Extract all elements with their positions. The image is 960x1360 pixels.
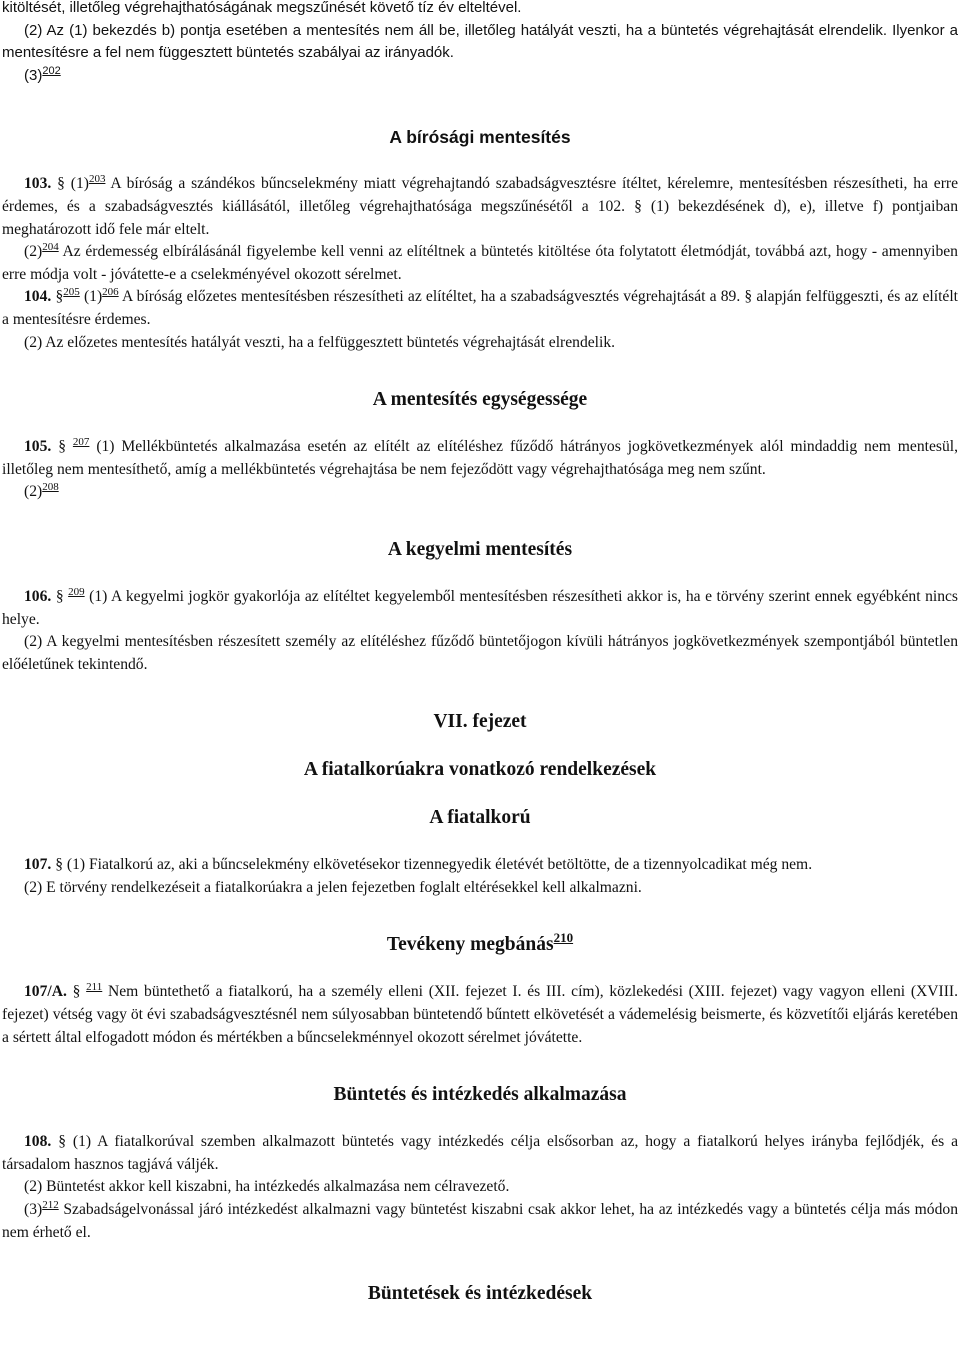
section-104 xyxy=(2,286,958,331)
section-105-2 xyxy=(2,481,958,504)
section-sign: § xyxy=(55,288,64,306)
section-sign: § xyxy=(57,175,65,193)
footnote-link[interactable]: 203 xyxy=(88,173,106,186)
section-108-2 xyxy=(2,1176,958,1199)
section-108-3 xyxy=(2,1199,958,1244)
section-sign: § xyxy=(58,438,66,456)
paragraph-text: (1) A kegyelmi jogkör gyakorlója az elítéltet kegyelemből mentesítésben részesítheti akkor is, ha e törvény szerint ennek egyébként nincs helye. xyxy=(2,587,958,628)
section-sign: § xyxy=(55,587,64,605)
section-sign: § xyxy=(72,983,81,1001)
footnote-link[interactable]: 208 xyxy=(42,481,59,494)
paragraph-text: (2) Büntetést akkor kell kiszabni, ha intézkedés alkalmazása nem célravezető. xyxy=(24,1178,510,1196)
paragraph-text: (1) A fiatalkorúval szemben alkalmazott büntetés vagy intézkedés célja elsősorban az, hogy a fiatalkorú helyes irányba fejlődjék, és a társadalom hasznos tagjává váljék. xyxy=(2,1133,958,1173)
section-heading: A mentesítés egységessége xyxy=(372,389,588,411)
paragraph-text: (1) Mellékbüntetés alkalmazása esetén az elítélt az elítéléshez fűződő hátrányos jogkövetkezmények alól mindaddig nem mentesül, illetőleg nem mentesíthető, amíg a mellékbüntetés végrehajtása be nem fejeződött vagy végrehajthatósága meg nem szűnt. xyxy=(2,438,958,478)
section-number: 104. xyxy=(24,288,52,306)
footnote-link[interactable]: 205 xyxy=(63,286,80,299)
footnote-link[interactable]: 211 xyxy=(86,981,103,994)
paragraph-label: (1) xyxy=(83,288,103,306)
section-heading: Büntetés és intézkedés alkalmazása xyxy=(333,1084,627,1106)
paragraph-text: (2) E törvény rendelkezéseit a fiatalkorúakra a jelen fejezetben foglalt eltérésekkel kell alkalmazni. xyxy=(24,878,642,896)
section-number: 107. xyxy=(24,856,52,874)
section-105 xyxy=(2,436,958,481)
paragraph-label: (3) xyxy=(24,1201,43,1219)
chapter-title: A fiatalkorúakra vonatkozó rendelkezések xyxy=(303,759,657,781)
section-number: 106. xyxy=(24,587,52,605)
paragraph-text: (2) Az előzetes mentesítés hatályát veszti, ha a felfüggesztett büntetés végrehajtását elrendelik. xyxy=(24,333,616,351)
paragraph-text: Nem büntethető a fiatalkorú, ha a személy elleni (XII. fejezet I. és III. cím), közlekedési (XIII. fejezet) vagy vagyon elleni (XVIII. fejezet) vétség vagy öt évi szabadságvesztésnél nem súlyosabban büntetendő bűntett elkövetését a vádemelésig beismerte, és közvetítői eljárás keretében a sértett által elfogadott módon és mértékben a bűncselekménnyel okozott sérelmet jóvátette. xyxy=(2,983,959,1046)
footnote-link[interactable]: 204 xyxy=(42,241,59,254)
section-heading xyxy=(2,930,958,957)
section-number: 108. xyxy=(24,1133,52,1151)
heading-text: Tevékeny megbánás xyxy=(386,934,554,956)
paragraph-label: (2) xyxy=(24,483,43,501)
paragraph-text: (1) Fiatalkorú az, aki a bűncselekmény elkövetésekor tizennegyedik életévét betöltötte, de a tizennyolcadikat még nem. xyxy=(66,856,813,874)
section-107 xyxy=(2,854,958,877)
section-number: 107/A. xyxy=(24,983,67,1001)
paragraph-text: A bíróság a szándékos bűncselekmény miatt végrehajtandó szabadságvesztésre ítéltet, kérelemre, mentesítésben részesítheti, ha erre érdemes, és a szabadságvesztés kiállásától, illetőleg végrehajthatósága megszűnésétől a 102. § (1) bekezdésének d), e), illetve f) pontjaiban meghatározott idő fele már eltelt. xyxy=(2,175,959,238)
footnote-link[interactable]: 207 xyxy=(72,436,90,449)
paragraph-text: kitöltését, illetőleg végrehajthatóságának megszűnését követő tíz év elteltével. xyxy=(2,0,522,16)
paragraph-label: (1) xyxy=(70,175,89,193)
section-heading: Büntetések és intézkedések xyxy=(367,1283,593,1305)
section-107-2 xyxy=(2,877,958,900)
paragraph-text: (2) A kegyelmi mentesítésben részesített személy az elítéléshez fűződő büntetőjogon kívüli hátrányos jogkövetkezmények szempontjából büntetlen előéletűnek tekintendő. xyxy=(2,633,958,673)
paragraph-continuation xyxy=(2,0,958,20)
paragraph-text: (2) Az (1) bekezdés b) pontja esetében a mentesítés nem áll be, illetőleg hatályát veszti, ha a büntetés végrehajtását elrendelik. Ilyenkor a mentesítésre a fel nem függesztett büntetés szabályai az irányadók. xyxy=(2,21,958,62)
chapter-heading: VII. fejezet xyxy=(433,711,527,733)
section-106 xyxy=(2,586,958,631)
section-103 xyxy=(2,173,958,241)
footnote-link[interactable]: 202 xyxy=(42,64,61,77)
paragraph-text: A bíróság előzetes mentesítésben részesítheti az elítéltet, ha a szabadságvesztés végrehajtását a 89. § alapján felfüggeszti, és az elítélt a mentesítésre érdemes. xyxy=(2,288,958,328)
section-sign: § xyxy=(58,1133,66,1151)
paragraph-label: (3) xyxy=(24,66,43,84)
section-108 xyxy=(2,1131,958,1176)
paragraph-101-2 xyxy=(2,20,958,65)
section-heading: A fiatalkorú xyxy=(429,807,531,829)
section-heading: A bírósági mentesítés xyxy=(389,127,571,148)
section-106-2 xyxy=(2,631,958,676)
footnote-link[interactable]: 206 xyxy=(102,286,119,299)
paragraph-text: Az érdemesség elbírálásánál figyelembe kell venni az elítéltnek a büntetés kitöltése óta folytatott életmódját, továbbá azt, hogy - amennyiben erre módja volt - jóvátette-e a cselekményével okozott sérelmet. xyxy=(2,243,958,283)
section-104-2 xyxy=(2,332,958,355)
document-page xyxy=(2,0,958,1306)
paragraph-text: Szabadságelvonással járó intézkedést alkalmazni vagy büntetést kiszabni csak akkor lehet, ha az intézkedés vagy a büntetés célja más módon nem érhető el. xyxy=(2,1201,958,1241)
section-sign: § xyxy=(55,856,63,874)
paragraph-101-3 xyxy=(2,65,958,88)
section-number: 105. xyxy=(24,438,52,456)
section-heading: A kegyelmi mentesítés xyxy=(387,538,573,560)
section-number: 103. xyxy=(24,175,52,193)
footnote-link[interactable]: 212 xyxy=(42,1199,59,1212)
paragraph-label: (2) xyxy=(24,243,43,261)
footnote-link[interactable]: 209 xyxy=(68,585,85,598)
footnote-link[interactable]: 210 xyxy=(553,930,574,946)
section-107a xyxy=(2,981,958,1049)
section-103-2 xyxy=(2,241,958,286)
